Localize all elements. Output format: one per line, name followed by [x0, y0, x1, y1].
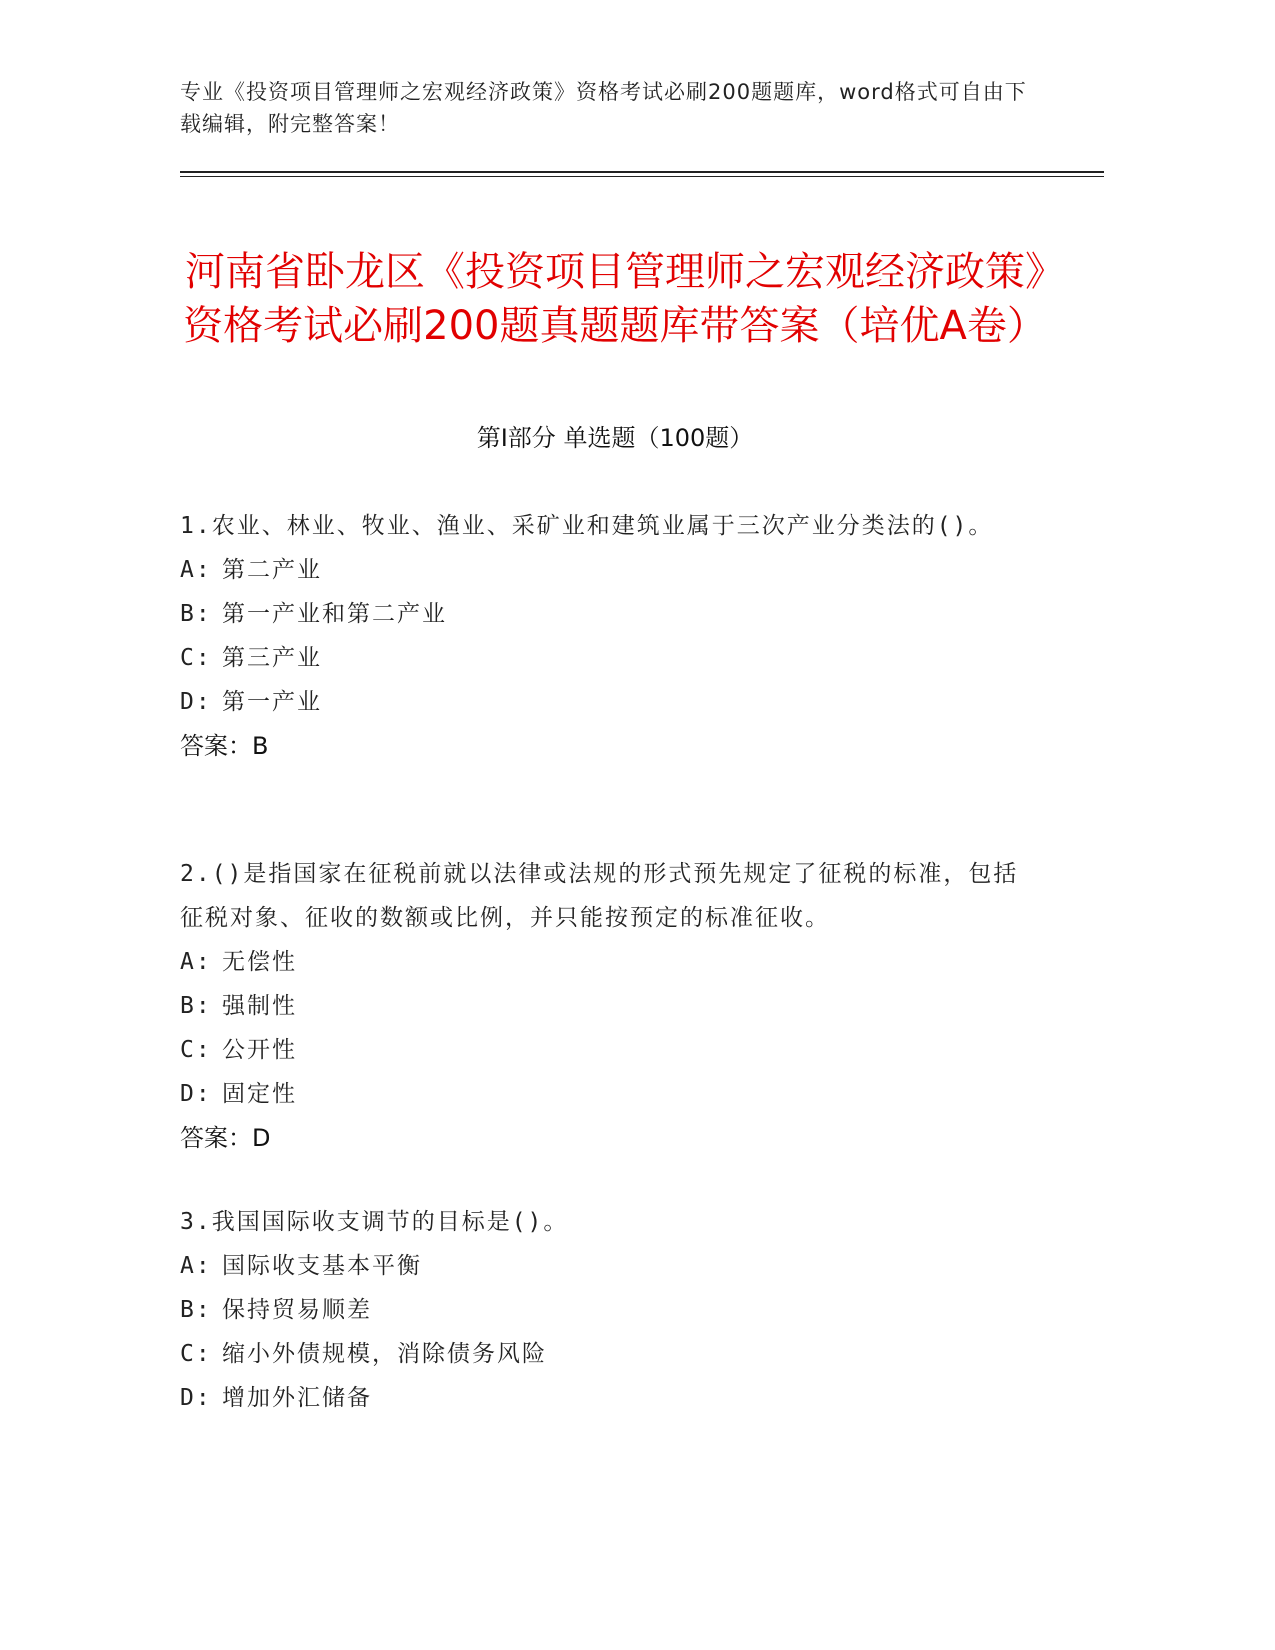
option-text: 强制性	[222, 993, 297, 1019]
option-b	[180, 1288, 1020, 1332]
option-key: A:	[180, 557, 212, 583]
option-b	[180, 984, 1020, 1028]
section-title: 第I部分 单选题（100题）	[476, 424, 754, 452]
option-key: B:	[180, 1297, 212, 1323]
document-title: 河南省卧龙区《投资项目管理师之宏观经济政策》资格考试必刷200题真题题库带答案（培优A卷）	[183, 248, 1047, 349]
option-c	[180, 1332, 1020, 1376]
header-divider-thin	[180, 176, 1104, 177]
option-text: 保持贸易顺差	[222, 1297, 372, 1323]
option-key: A:	[180, 1253, 212, 1279]
option-text: 国际收支基本平衡	[222, 1253, 422, 1279]
option-c	[180, 636, 1020, 680]
option-key: D:	[180, 1081, 212, 1107]
option-text: 第三产业	[222, 645, 322, 671]
option-text: 无偿性	[222, 949, 297, 975]
option-a	[180, 1244, 1020, 1288]
question-stem: 3.我国国际收支调节的目标是()。	[180, 1209, 569, 1235]
option-key: B:	[180, 601, 212, 627]
question-2	[180, 852, 1020, 1160]
option-text: 缩小外债规模，消除债务风险	[222, 1341, 547, 1367]
header-divider-thick	[180, 171, 1104, 173]
option-c	[180, 1028, 1020, 1072]
question-1	[180, 504, 1020, 768]
option-key: B:	[180, 993, 212, 1019]
answer-label: 答案：B	[180, 732, 269, 760]
option-key: C:	[180, 1341, 212, 1367]
option-d	[180, 1376, 1020, 1420]
option-a	[180, 548, 1020, 592]
option-key: C:	[180, 645, 212, 671]
option-text: 固定性	[222, 1081, 297, 1107]
option-text: 第一产业和第二产业	[222, 601, 447, 627]
question-stem: 1.农业、林业、牧业、渔业、采矿业和建筑业属于三次产业分类法的()。	[180, 513, 994, 539]
option-key: C:	[180, 1037, 212, 1063]
option-a	[180, 940, 1020, 984]
option-text: 第二产业	[222, 557, 322, 583]
header-note: 专业《投资项目管理师之宏观经济政策》资格考试必刷200题题库，word格式可自由下载编辑，附完整答案！	[180, 80, 1027, 136]
option-d	[180, 680, 1020, 724]
option-d	[180, 1072, 1020, 1116]
question-3	[180, 1200, 1020, 1420]
answer-label: 答案：D	[180, 1124, 271, 1152]
option-key: D:	[180, 1385, 212, 1411]
option-b	[180, 592, 1020, 636]
option-key: D:	[180, 689, 212, 715]
option-text: 公开性	[222, 1037, 297, 1063]
option-text: 第一产业	[222, 689, 322, 715]
option-text: 增加外汇储备	[222, 1385, 372, 1411]
question-stem: 2.()是指国家在征税前就以法律或法规的形式预先规定了征税的标准，包括征税对象、征收的数额或比例，并只能按预定的标准征收。	[180, 861, 1019, 931]
option-key: A:	[180, 949, 212, 975]
